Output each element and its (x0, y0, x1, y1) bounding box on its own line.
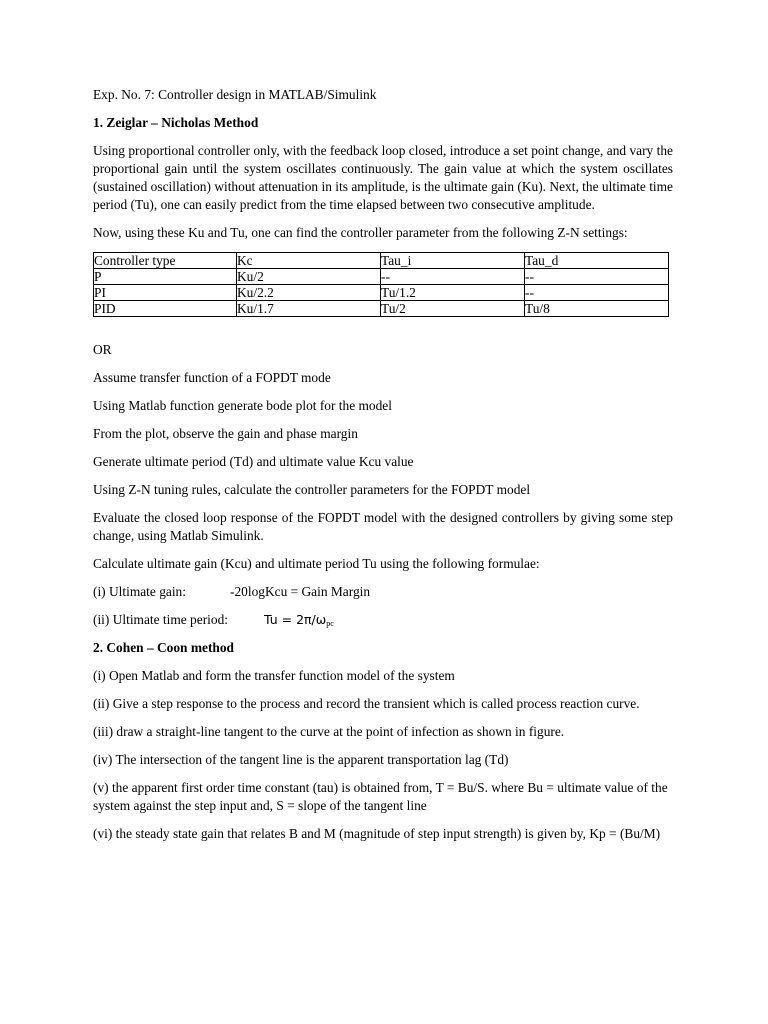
table-cell: -- (525, 285, 669, 301)
table-row (94, 285, 669, 301)
zn-paragraph-1: Using proportional controller only, with the feedback loop closed, introduce a set point change, and vary the proportional gain until the system oscillates continuously. The gain value at which the system oscillates (sustained oscillation) without attenuation in its amplitude, is the ultimate gain (Ku). Next, the ultimate time period (Tu), one can easily predict from the time elapsed between two consecutive amplitude. (93, 143, 673, 212)
table-cell: PI (94, 285, 237, 301)
formula-value: -20logKcu = Gain Margin (230, 584, 371, 599)
zn-step: Using Z-N tuning rules, calculate the controller parameters for the FOPDT model (93, 482, 531, 497)
cc-step: (iv) The intersection of the tangent line is the apparent transportation lag (Td) (93, 752, 509, 767)
table-header-cell: Kc (237, 253, 381, 269)
formula-ultimate-period (93, 611, 673, 629)
zn-step: From the plot, observe the gain and phase margin (93, 426, 358, 441)
formula-label: (i) Ultimate gain: (93, 584, 186, 599)
cc-step: (ii) Give a step response to the process and record the transient which is called process reaction curve. (93, 696, 640, 711)
formula-ultimate-gain (93, 583, 673, 601)
cc-step: (vi) the steady state gain that relates B and M (magnitude of step input strength) is given by, Kp = (Bu/M) (93, 826, 661, 841)
formula-subscript: pc (326, 619, 334, 628)
table-header-cell: Tau_d (525, 253, 669, 269)
zn-step: Generate ultimate period (Td) and ultimate value Kcu value (93, 454, 414, 469)
table-header-cell: Tau_i (381, 253, 525, 269)
zn-step: Calculate ultimate gain (Kcu) and ultimate period Tu using the following formulae: (93, 556, 540, 571)
table-cell: PID (94, 301, 237, 317)
table-row (94, 269, 669, 285)
table-cell: Tu/2 (381, 301, 525, 317)
cc-step: (i) Open Matlab and form the transfer function model of the system (93, 668, 455, 683)
table-cell: -- (525, 269, 669, 285)
zn-paragraph-2: Now, using these Ku and Tu, one can find the controller parameter from the following Z-N settings: (93, 225, 628, 240)
zn-step: Using Matlab function generate bode plot for the model (93, 398, 392, 413)
zn-heading: 1. Zeiglar – Nicholas Method (93, 115, 259, 130)
cc-step: (v) the apparent first order time constant (tau) is obtained from, T = Bu/S. where Bu = ultimate value of the system against the step input and, S = slope of the tangent line (93, 780, 668, 813)
zn-step: Evaluate the closed loop response of the FOPDT model with the designed controllers by giving some step change, using Matlab Simulink. (93, 510, 673, 543)
table-header-cell: Controller type (94, 253, 237, 269)
table-cell: P (94, 269, 237, 285)
table-cell: Ku/2 (237, 269, 381, 285)
formula-value: Tu = 2π/ω (264, 612, 327, 627)
zn-step: Assume transfer function of a FOPDT mode (93, 370, 331, 385)
zn-settings-table (93, 252, 669, 317)
table-header-row (94, 253, 669, 269)
or-separator: OR (93, 342, 112, 357)
cc-step: (iii) draw a straight-line tangent to the curve at the point of infection as shown in figure. (93, 724, 565, 739)
table-row (94, 301, 669, 317)
formula-label: (ii) Ultimate time period: (93, 612, 228, 627)
table-cell: -- (381, 269, 525, 285)
document-title: Exp. No. 7: Controller design in MATLAB/Simulink (93, 87, 377, 102)
document-page (93, 86, 673, 853)
table-cell: Ku/2.2 (237, 285, 381, 301)
cc-heading: 2. Cohen – Coon method (93, 640, 234, 655)
table-cell: Tu/1.2 (381, 285, 525, 301)
table-cell: Ku/1.7 (237, 301, 381, 317)
table-cell: Tu/8 (525, 301, 669, 317)
